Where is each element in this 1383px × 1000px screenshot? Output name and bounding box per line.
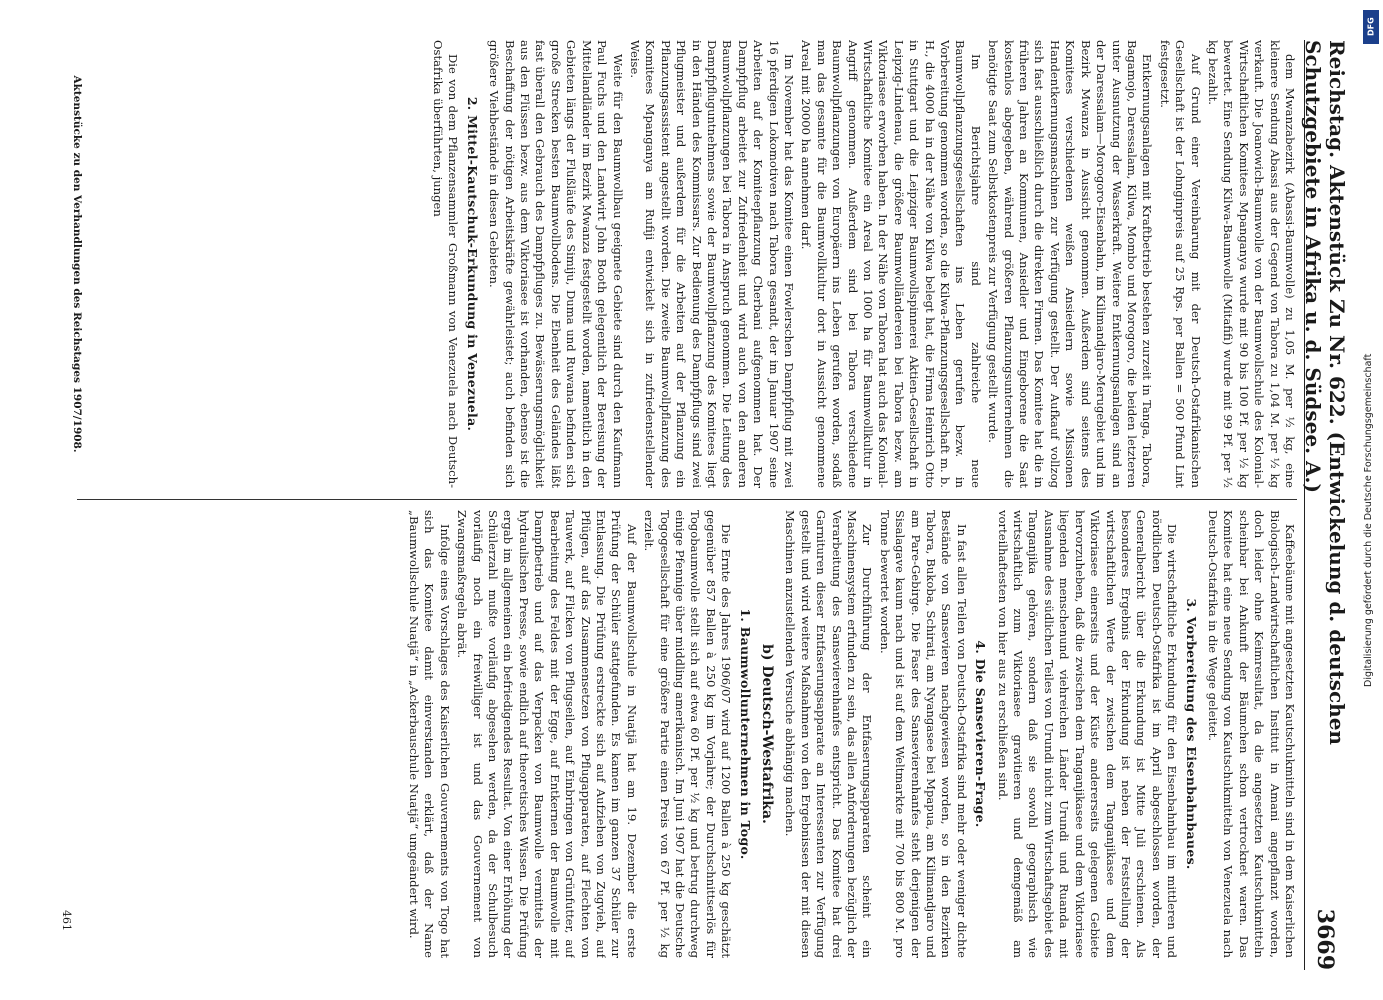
dfg-logo-icon: DFG xyxy=(1363,10,1379,44)
major-section-heading: b) Deutsch-Westafrika. xyxy=(759,644,775,824)
left-column xyxy=(72,40,1297,488)
section-heading: 3. Vorbereitung des Eisenbahnbaues. xyxy=(1183,598,1199,870)
paragraph: Zur Durchführung der Entfaserungsapparaten scheint ein Maschinensystem erfunden zu sein, das allen Anforderungen bezüglich der Verarbeitung des Sansevierenhanfes entspricht. Das Komitee hat drei Garnituren dieser Entfaserungsapparate an Interessenten zur Verfügung gestellt und wird weitere Maßnahmen von den Ergebnissen der mit diesen Maschinen anzustellenden Versuche abhängig machen. xyxy=(783,510,875,958)
running-title: Reichstag. Aktenstück Zu Nr. 622. (Entwickelung d. deutschen Schutzgebiete in Afrika u. d. Südsee. A.) xyxy=(1301,40,1349,745)
page-number: 3669 xyxy=(1312,908,1338,970)
paragraph: Auf der Baumwollschule in Nuatjä hat am 19. Dezember die erste Prüfung der Schüler stattgefunden. Es kamen im ganzen 37 Schüler zur Entlassung. Die Prüfung erstreckte sich auf Aufziehen von Zugvieh, auf Pflügen, auf das Zusammensetzen von Pflugapparaten, auf Flechten von Tauwerk, auf Flicken von Pflugseilen, auf Einbringen von Grünfutter, auf Bearbeitung des Feldes mit der Egge, auf Entkernen der Baumwolle mit Dampfbetrieb und auf das Verpacken von Baumwolle vermittels der hydraulischen Presse, sowie endlich auf theoretisches Wissen. Die Prüfung ergab im allgemeinen ein befriedigendes Resultat. Von einer Erhöhung der Schülerzahl mußte vorläufig abgesehen werden, da der Schulbesuch vorläufig noch ein freiwilliger ist und das Gouvernement von Zwangsmaßregeln abrät. xyxy=(455,510,639,958)
paragraph: Entkernungsanlagen mit Kraftbetrieb bestehen zurzeit in Tanga, Tabora, Bagamojo, Daressalam, Kilwa, Mombo und Morogoro, die beiden letzteren unter Ausnutzung der Wasserkraft. Weitere Entkernungsanlagen sind an der Daressalam—Morogoro-Eisenbahn, im Kilimandjaro-Merugebiet und im Bezirk Mwanza in Aussicht genommen. Außerdem sind seitens des Komitees verschiedenen weißen Ansiedlern sowie Missionen Handentkernungsmaschinen zur Verfügung gestellt. Der Aufkauf vollzog sich fast ausschließlich durch die direkten Firmen. Das Komitee hat die in früheren Jahren an Kommunen, Ansiedler und Eingeborene die Saat kostenlos abgegeben, während größeren Pflanzungsunternehmen die benötigte Saat zum Selbstkostenpreis zur Verfügung gestellt wurde. xyxy=(986,40,1155,488)
paragraph: Im Berichtsjahre sind zahlreiche neue Baumwollpflanzungsgesellschaften ins Leben gerufen bezw. in Vorbereitung genommen worden, so die Kilwa-Pflanzungsgesellschaft m. b. H., die 4000 ha in der Nähe von Kilwa belegt hat, die Firma Heinrich Otto in Stuttgart und die Leipziger Baumwollspinnerei Aktien-Gesellschaft in Leipzig-Lindenau, die größere Baumwolländereien bei Tabora bezw. am Viktoriasee erworben haben. In der Nähe von Tabora hat auch das Kolonial-Wirtschaftliche Komitee ein Areal von 1000 ha für Baumwollkultur in Angriff genommen. Außerdem sind bei Tabora verschiedene Baumwollpflanzungen von Europäern ins Leben gerufen worden, sodaß man das gesamte für die Baumwollkultur dort in Aussicht genommene Areal mit 20000 ha annehmen darf. xyxy=(799,40,983,488)
paragraph: Infolge eines Vorschlages des Kaiserlichen Gouvernements von Togo hat sich das Komitee damit einverstanden erklärt, daß der Name „Baumwollschule Nuatjä“ in „Ackerbauschule Nuatjä“ umgeändert wird. xyxy=(407,510,452,958)
paragraph: In fast allen Teilen von Deutsch-Ostafrika sind mehr oder weniger dichte Bestände von Sansevieren nachgewiesen worden, so in den Bezirken Tabora, Bukoba, Schirati, am Nyangasee bei Mpapua, am Kilimandjaro und am Pare-Gebirge. Die Faser des Sansevierenhanfes steht derjenigen der Sisalagave kaum nach und ist auf dem Weltmarkte mit 700 bis 800 M. pro Tonne bewertet worden. xyxy=(877,510,969,958)
paragraph: dem Mwanzabezirk (Abassi-Baumwolle) zu 1,05 M. per ½ kg, eine kleinere Sendung Abassi aus der Gegend von Tabora zu 1,04 M. per ½ kg verkauft. Die Joanowich-Baumwolle von der Baumwollschule des Kolonial-Wirtschaftlichen Komitees Mpanganya wurde mit 90 bis 100 Pf. per ½ kg bewertet. Eine Sendung Kilwa-Baumwolle (Mitafifi) wurde mit 99 Pf. per ½ kg bezahlt. xyxy=(1205,40,1297,488)
paragraph: Weite für den Baumwollbau geeignete Gebiete sind durch den Kaufmann Paul Fuchs und den Landwirt John Booth gelegentlich der Bereisung der Mittellandländer im Bezirk Mwanza festgestellt worden, namentlich in den Gebieten längs der Flußläufe des Simiju, Duma und Ruwana befinden sich große Strecken besten Baumwollbodens. Die Ebenheit des Geländes läßt fast überall den Gebrauch des Dampfpfluges zu. Bewässerungsmöglichkeit aus den Flüssen bezw. aus dem Viktoriasee ist vorhanden, ebenso ist die Beschaffung der nötigen Arbeitskräfte gewährleistet; auch befinden sich größere Viehbestände in diesen Gebieten. xyxy=(487,40,625,488)
paragraph: Auf Grund einer Vereinbarung mit der Deutsch-Ostafrikanischen Gesellschaft ist der Lohnginpreis auf 25 Rps. per Ballen = 500 Pfund Lint festgesetzt. xyxy=(1157,40,1203,488)
paragraph: Die Ernte des Jahres 1906/07 wird auf 1200 Ballen à 250 kg geschätzt gegenüber 857 Ballen à 250 kg im Vorjahre; der Durchschnittserlös für Togobaumwolle stellt sich auf etwa 60 Pf. per ½ kg und betrug durchweg einige Pfennige über middling amerikanisch. Im Juni 1907 hat die Deutsche Togogesellschaft für eine größere Partie einen Preis von 67 Pf. per ½ kg erzielt. xyxy=(642,510,734,958)
page-header xyxy=(1301,40,1349,970)
paragraph: Kaffeebäume mit angesetzten Kautschukmitteln sind in dem Kaiserlichen Biologisch-Landwirtschaftlichen Institut in Amani angepflanzt worden, doch leider ohne Keimresultat, da die angesetzten Kautschukmitteln scheinbar bei Ankunft der Bäumchen schon vertrocknet waren. Das Komitee hat eine neue Sendung von Kautschukmitteln von Venezuela nach Deutsch-Ostafrika in die Wege geleitet. xyxy=(1205,510,1297,958)
rotated-document-page xyxy=(55,40,1349,970)
digitization-note: Digitalisierung gefördert durch die Deutsche Forschungsgemeinschaft xyxy=(1363,353,1374,687)
section-heading: 2. Mittel-Kautschuk-Erkundung in Venezuela. xyxy=(464,96,480,432)
paragraph: Die von dem Pflanzensammler Großmann von Venezuela nach Deutsch-Ostafrika überführten, jungen xyxy=(431,40,461,488)
right-column xyxy=(72,510,1297,958)
section-heading: 1. Baumwollunternehmen in Togo. xyxy=(737,608,753,860)
page-footer-text: Aktenstücke zu den Verhandlungen des Reichstages 1907/1908. xyxy=(71,75,83,453)
section-heading: 4. Die Sansevieren-Frage. xyxy=(973,640,989,828)
digitization-sidebar xyxy=(1363,10,1381,990)
paragraph: Die wirtschaftliche Erkundung für den Eisenbahnbau im mittleren und nördlichen Deutsch-Ostafrika ist im April abgeschlossen worden, der Generalbericht über die Erkundung ist Mitte Juli erschienen. Als besonderes Ergebnis der Erkundung ist neben der Feststellung der wirtschaftlichen Werte der zwischen dem Tanganjikasee und dem Viktoriasee einerseits und der Küste andererseits gelegenen Gebiete hervorzuheben, daß die zwischen dem Tanganjikasee und dem Viktoriasee liegenden menschenund viehreichen Länder Urundi und Ruanda mit Ausnahme des südlichen Teiles von Urundi nicht zum Wirtschaftsgebiet des Tanganjika gehören, sondern daß sie sowohl geographisch wie wirtschaftlich zum Viktoriasee gravitieren und demgemäß am vorteilhaftesten von hier aus zu erschließen sind. xyxy=(995,510,1180,958)
paragraph: Im November hat das Komitee einen Fowlerschen Dampfpflug mit zwei 16 pferdigen Lokomotiven nach Tabora gesandt, der im Januar 1907 seine Arbeiten auf der Komiteepflanzung Cherbani aufgenommen hat. Der Dampfpflug arbeitet zur Zufriedenheit und wird auch von den anderen Baumwollpflanzungen bei Tabora in Anspruch genommen. Die Leitung des Dampfpfluguntnehmens sowie der Baumwollpflanzung des Komitees liegt in den Händen des Kommissars. Zur Bedienung des Dampfpflugs sind zwei Pflugmeister und außerdem für die Arbeiten auf der Pflanzung ein Pflanzungsassistent angestellt worden. Die zweite Baumwollpflanzung des Komitees Mpanganya am Rufiji entwickelt sich in zufriedenstellender Weise. xyxy=(627,40,796,488)
footer-page-number: 461 xyxy=(60,910,73,931)
column-divider xyxy=(77,499,1297,500)
